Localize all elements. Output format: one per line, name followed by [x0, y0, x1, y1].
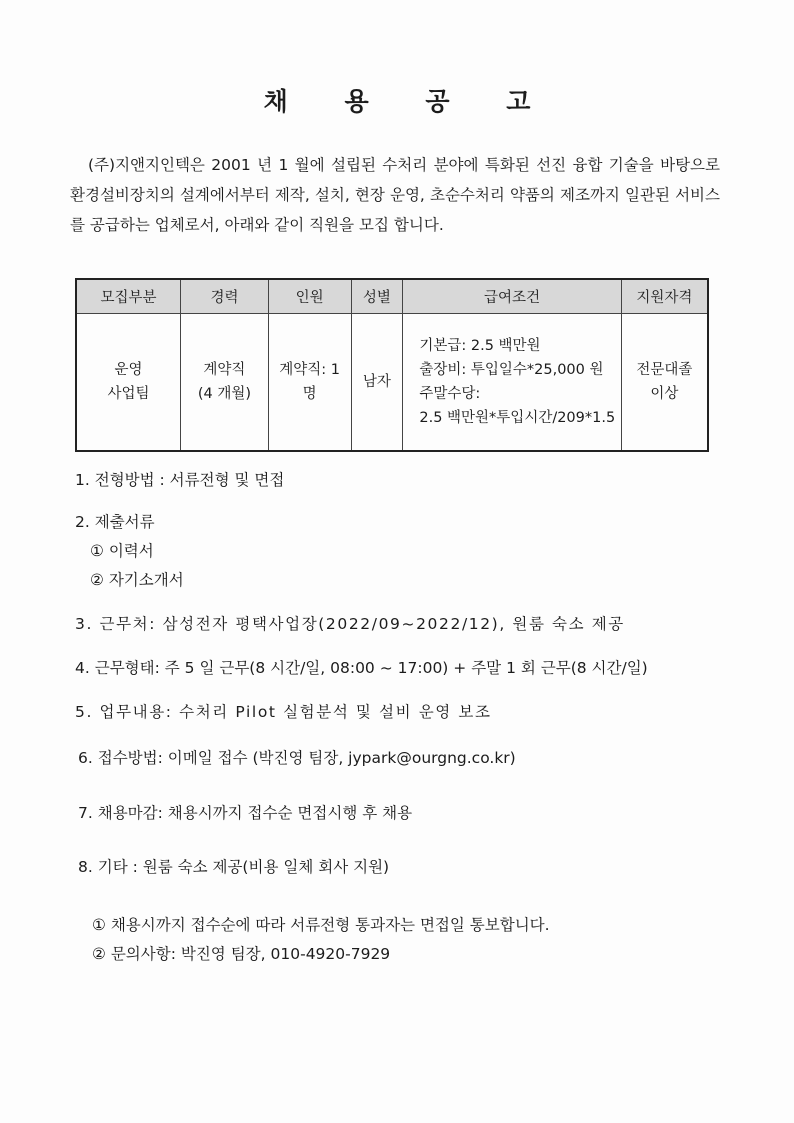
section-work-type: 4. 근무형태: 주 5 일 근무(8 시간/일, 08:00 ~ 17:00) + 주말 1 회 근무(8 시간/일) [75, 659, 648, 677]
qualification-line-2: 이상 [650, 386, 679, 402]
pay-line-2: 출장비: 투입일수*25,000 원 [419, 362, 604, 378]
department-line-1: 운영 [114, 362, 143, 378]
qualification-line-1: 전문대졸 [636, 362, 693, 378]
section-application: 6. 접수방법: 이메일 접수 (박진영 팀장, jypark@ourgng.co.kr) [78, 749, 516, 767]
header-qualification: 지원자격 [621, 279, 708, 314]
header-pay: 급여조건 [403, 279, 621, 314]
header-headcount: 인원 [268, 279, 351, 314]
cell-department [76, 314, 181, 452]
document-item-resume: ① 이력서 [90, 542, 154, 560]
pay-line-3: 주말수당: [419, 386, 481, 402]
section-documents: 2. 제출서류 [75, 513, 155, 531]
recruitment-table [75, 278, 709, 452]
section-duties: 5. 업무내용: 수처리 Pilot 실험분석 및 설비 운영 보조 [75, 703, 492, 721]
pay-line-1: 기본급: 2.5 백만원 [419, 338, 541, 354]
header-gender: 성별 [351, 279, 403, 314]
intro-paragraph: (주)지앤지인텍은 2001 년 1 월에 설립된 수처리 분야에 특화된 선진 융합 기술을 바탕으로 환경설비장치의 설계에서부터 제작, 설치, 현장 운영, 초순수처리 약품의 제조까지 일관된 서비스를 공급하는 업체로서, 아래와 같이 직원을 모집 합니다. [70, 156, 720, 234]
cell-pay [403, 314, 621, 452]
section-workplace: 3. 근무처: 삼성전자 평택사업장(2022/09~2022/12), 원룸 숙소 제공 [75, 615, 625, 633]
table-header-row [76, 279, 708, 314]
career-line-2: (4 개월) [197, 386, 252, 402]
career-line-1: 계약직 [203, 362, 246, 378]
pay-line-4: 2.5 백만원*투입시간/209*1.5 [419, 410, 616, 426]
cell-headcount: 계약직: 1 명 [268, 314, 351, 452]
note-contact: ② 문의사항: 박진영 팀장, 010-4920-7929 [92, 945, 391, 963]
note-interview-notice: ① 채용시까지 접수순에 따라 서류전형 통과자는 면접일 통보합니다. [92, 916, 550, 934]
cell-gender: 남자 [351, 314, 403, 452]
header-career: 경력 [181, 279, 269, 314]
department-line-2: 사업팀 [107, 386, 150, 402]
table-row [76, 314, 708, 452]
header-department: 모집부분 [76, 279, 181, 314]
section-other: 8. 기타 : 원룸 숙소 제공(비용 일체 회사 지원) [78, 858, 390, 876]
section-deadline: 7. 채용마감: 채용시까지 접수순 면접시행 후 채용 [78, 804, 413, 822]
page-title: 채 용 공 고 [263, 87, 555, 116]
document-item-cover-letter: ② 자기소개서 [90, 571, 184, 589]
cell-qualification [621, 314, 708, 452]
cell-career [181, 314, 269, 452]
section-screening: 1. 전형방법 : 서류전형 및 면접 [75, 471, 285, 489]
